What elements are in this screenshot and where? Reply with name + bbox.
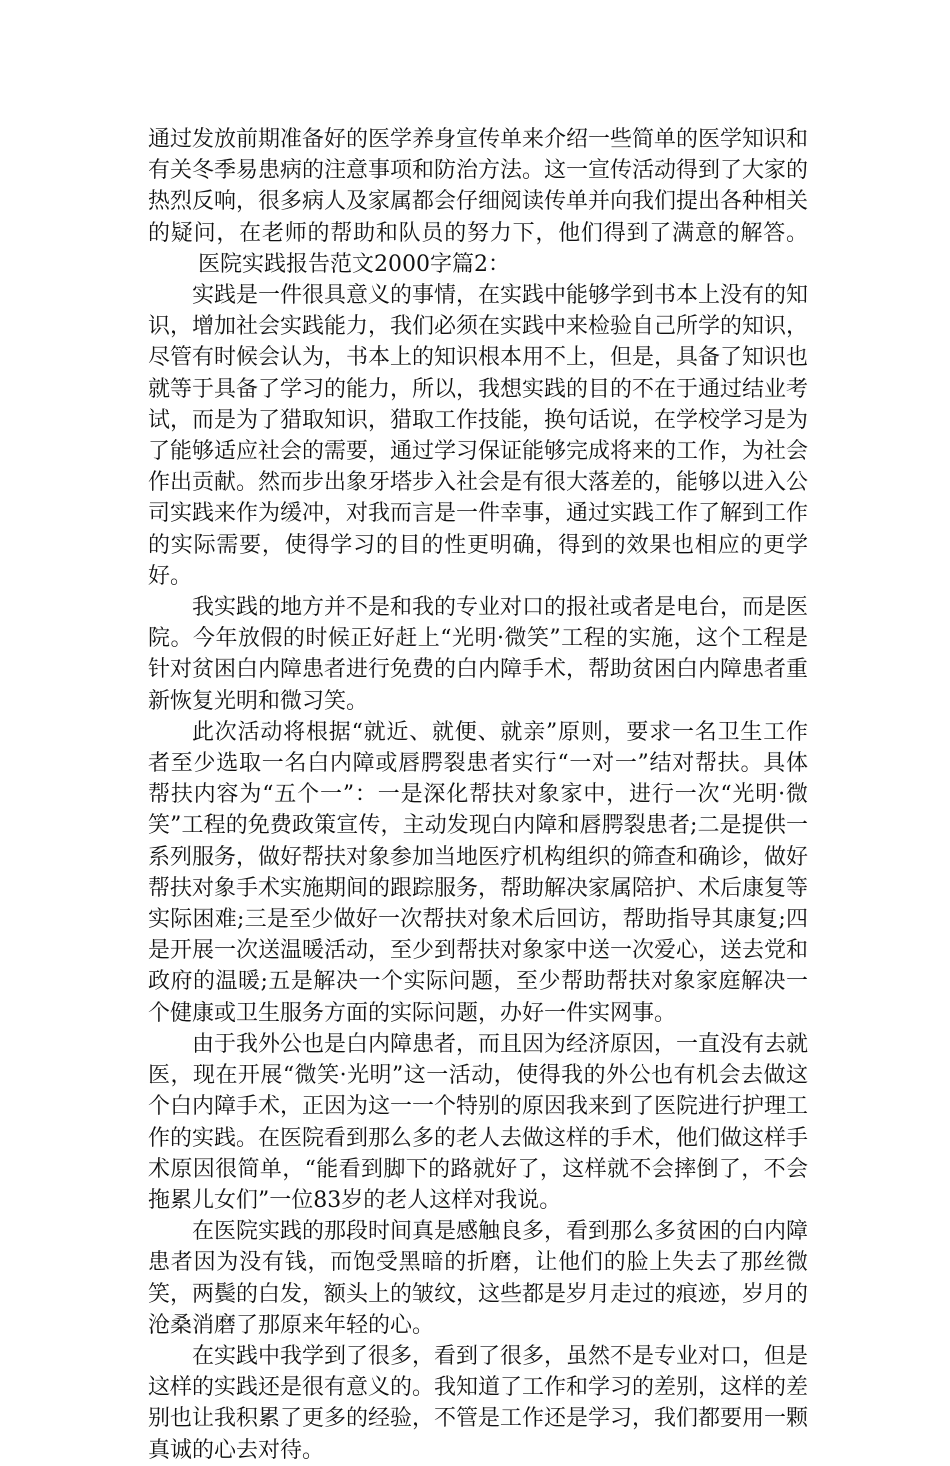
section-heading: 医院实践报告范文2000字篇2： <box>198 251 510 277</box>
paragraph: 在实践中我学到了很多，看到了很多，虽然不是专业对口，但是这样的实践还是很有意义的。我知道了工作和学习的差别，这样的差别也让我积累了更多的经验，不管是工作还是学习，我们都要用一颗真诚的心去对待。 <box>148 1343 809 1463</box>
document-body <box>148 124 808 1466</box>
paragraph: 此次活动将根据“就近、就便、就亲”原则，要求一名卫生工作者至少选取一名白内障或唇腭裂患者实行“一对一”结对帮扶。具体帮扶内容为“五个一”：一是深化帮扶对象家中，进行一次“光明·微笑”工程的免费政策宣传，主动发现白内障和唇腭裂患者;二是提供一系列服务，做好帮扶对象参加当地医疗机构组织的筛查和确诊，做好帮扶对象手术实施期间的跟踪服务，帮助解决家属陪护、术后康复等实际困难;三是至少做好一次帮扶对象术后回访，帮助指导其康复;四是开展一次送温暖活动，至少到帮扶对象家中送一次爱心，送去党和政府的温暖;五是解决一个实际问题，至少帮助帮扶对象家庭解决一个健康或卫生服务方面的实际问题，办好一件实网事。 <box>148 719 809 1026</box>
paragraph: 在医院实践的那段时间真是感触良多，看到那么多贫困的白内障患者因为没有钱，而饱受黑暗的折磨，让他们的脸上失去了那丝微笑，两鬓的白发，额头上的皱纹，这些都是岁月走过的痕迹，岁月的沧桑消磨了那原来年轻的心。 <box>148 1219 809 1338</box>
paragraph-text: 通过发放前期准备好的医学养身宣传单来介绍一些简单的医学知识和有关冬季易患病的注意事项和防治方法。这一宣传活动得到了大家的热烈反响，很多病人及家属都会仔细阅读传单并向我们提出各种相关的疑问，在老师的帮助和队员的努力下，他们得到了满意的解答。 <box>148 127 809 246</box>
paragraph-intro <box>148 124 808 280</box>
paragraph: 实践是一件很具意义的事情，在实践中能够学到书本上没有的知识，增加社会实践能力，我们必须在实践中来检验自己所学的知识，尽管有时候会认为，书本上的知识根本用不上，但是，具备了知识也就等于具备了学习的能力，所以，我想实践的目的不在于通过结业考试，而是为了猎取知识，猎取工作技能，换句话说，在学校学习是为了能够适应社会的需要，通过学习保证能够完成将来的工作，为社会作出贡献。然而步出象牙塔步入社会是有很大落差的，能够以进入公司实践来作为缓冲，对我而言是一件幸事，通过实践工作了解到工作的实际需要，使得学习的目的性更明确，得到的效果也相应的更学好。 <box>148 283 809 589</box>
paragraph: 由于我外公也是白内障患者，而且因为经济原因，一直没有去就医，现在开展“微笑·光明”这一活动，使得我的外公也有机会去做这个白内障手术，正因为这一一个特别的原因我来到了医院进行护理工作的实践。在医院看到那么多的老人去做这样的手术，他们做这样手术原因很简单，“能看到脚下的路就好了，这样就不会摔倒了，不会拖累儿女们”一位83岁的老人这样对我说。 <box>148 1031 809 1213</box>
paragraph: 我实践的地方并不是和我的专业对口的报社或者是电台，而是医院。今年放假的时候正好赶上“光明·微笑”工程的实施，这个工程是针对贫困白内障患者进行免费的白内障手术，帮助贫困白内障患者重新恢复光明和微习笑。 <box>148 595 809 714</box>
